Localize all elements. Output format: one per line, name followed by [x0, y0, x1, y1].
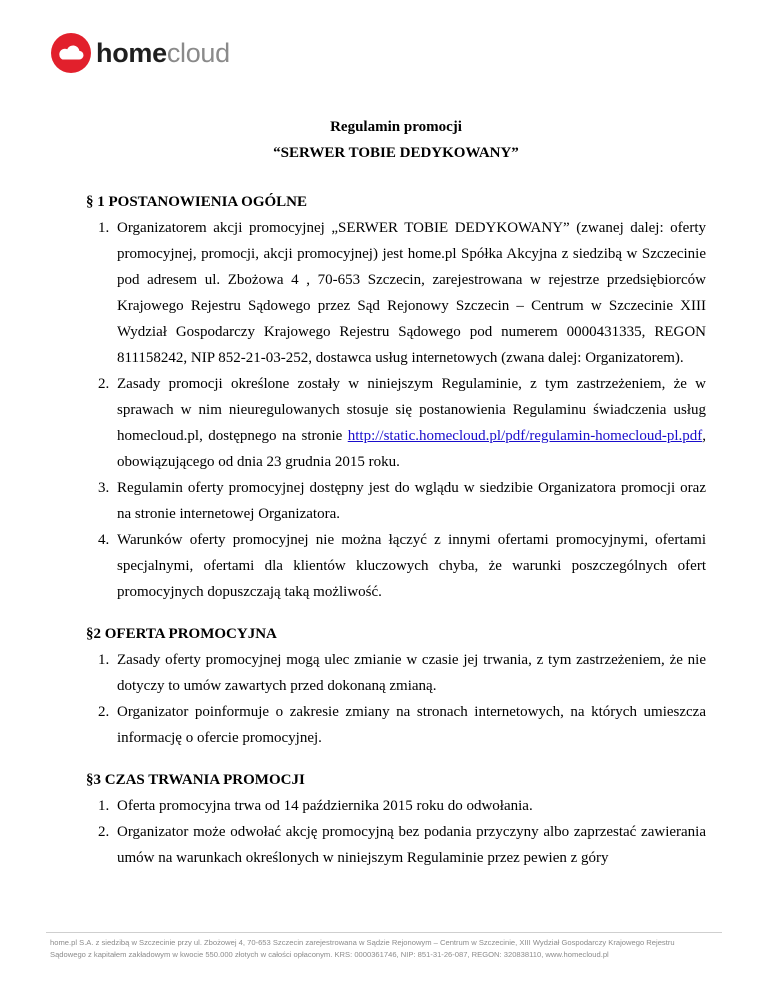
list-item: [113, 793, 706, 819]
list-item-text: Regulamin oferty promocyjnej dostępny jest do wglądu w siedzibie Organizatora promocji oraz na stronie internetowej Organizatora.: [117, 480, 706, 522]
cloud-logo-icon: [50, 32, 92, 74]
footer-divider: [46, 932, 722, 933]
logo-cloud-text: cloud: [166, 37, 230, 68]
list-item: [113, 475, 706, 527]
footer-line: home.pl S.A. z siedzibą w Szczecinie przy ul. Zbożowej 4, 70-653 Szczecin zarejestrowana w Sądzie Rejonowym – Centrum w Szczecinie, XIII Wydział Gospodarczy Krajowego Rejestru: [50, 938, 675, 947]
homecloud-logo: [50, 32, 230, 74]
list-item-text: Zasady oferty promocyjnej mogą ulec zmianie w czasie jej trwania, z tym zastrzeżeniem, że nie dotyczy to umów zawartych przed dokonaną zmianą.: [117, 652, 706, 694]
list-item-text: Warunków oferty promocyjnej nie można łączyć z innymi ofertami promocyjnymi, ofertami specjalnymi, ofertami dla klientów kluczowych chyba, że warunki poszczególnych ofert promocyjnych dopuszczają taką możliwość.: [117, 532, 706, 600]
list-item: [113, 371, 706, 475]
list-item: [113, 699, 706, 751]
section-2-heading: §2 OFERTA PROMOCYJNA: [86, 626, 277, 642]
logo-home-text: home: [96, 37, 167, 68]
footer-line: Sądowego z kapitałem zakładowym w kwocie 550.000 złotych w całości opłaconym. KRS: 0000361746, NIP: 851-31-26-087, REGON: 320838110, www.homecloud.pl: [50, 950, 609, 959]
list-item: [113, 819, 706, 871]
logo-wordmark: [96, 38, 230, 69]
section-3-heading: §3 CZAS TRWANIA PROMOCJI: [86, 772, 305, 788]
list-item-text: Oferta promocyjna trwa od 14 października 2015 roku do odwołania.: [117, 798, 533, 814]
document-body: [86, 114, 706, 871]
list-item-text: Organizator poinformuje o zakresie zmiany na stronach internetowych, na których umieszcza informację o ofercie promocyjnej.: [117, 704, 706, 746]
list-item-text: , obowiązującego od dnia 23 grudnia 2015 roku.: [117, 428, 706, 470]
company-footer: [50, 937, 718, 961]
section-2-list: [86, 647, 706, 751]
list-item: [113, 215, 706, 371]
list-item-text: Zasady promocji określone zostały w niniejszym Regulaminie, z tym zastrzeżeniem, że w sprawach w nim nieuregulowanych stosuje się postanowienia Regulaminu świadczenia usług homecloud.pl, dostępnego na stronie: [117, 376, 706, 444]
section-1-list: [86, 215, 706, 605]
document-title: Regulamin promocji: [330, 119, 462, 135]
section-3-list: [86, 793, 706, 871]
section-1-heading: § 1 POSTANOWIENIA OGÓLNE: [86, 194, 308, 210]
promotion-name: “SERWER TOBIE DEDYKOWANY”: [273, 145, 519, 161]
list-item: [113, 647, 706, 699]
list-item-text: Organizator może odwołać akcję promocyjną bez podania przyczyny albo zaprzestać zawierania umów na warunkach określonych w niniejszym Regulaminie przez pewien z góry: [117, 824, 706, 866]
list-item-text: Organizatorem akcji promocyjnej „SERWER TOBIE DEDYKOWANY” (zwanej dalej: oferty promocyjnej, promocji, akcji promocyjnej) jest home.pl Spółka Akcyjna z siedzibą w Szczecinie pod adresem ul. Zbożowa 4 , 70-653 Szczecin, zarejestrowana w rejestrze przedsiębiorców Krajowego Rejestru Sądowego przez Sąd Rejonowy Szczecin – Centrum w Szczecinie XIII Wydział Gospodarczy Krajowego Rejestru Sądowego pod numerem 0000431335, REGON 811158242, NIP 852-21-03-252, dostawca usług internetowych (zwana dalej: Organizatorem).: [117, 220, 706, 366]
regulamin-pdf-link[interactable]: http://static.homecloud.pl/pdf/regulamin-homecloud-pl.pdf: [347, 428, 703, 444]
list-item: [113, 527, 706, 605]
